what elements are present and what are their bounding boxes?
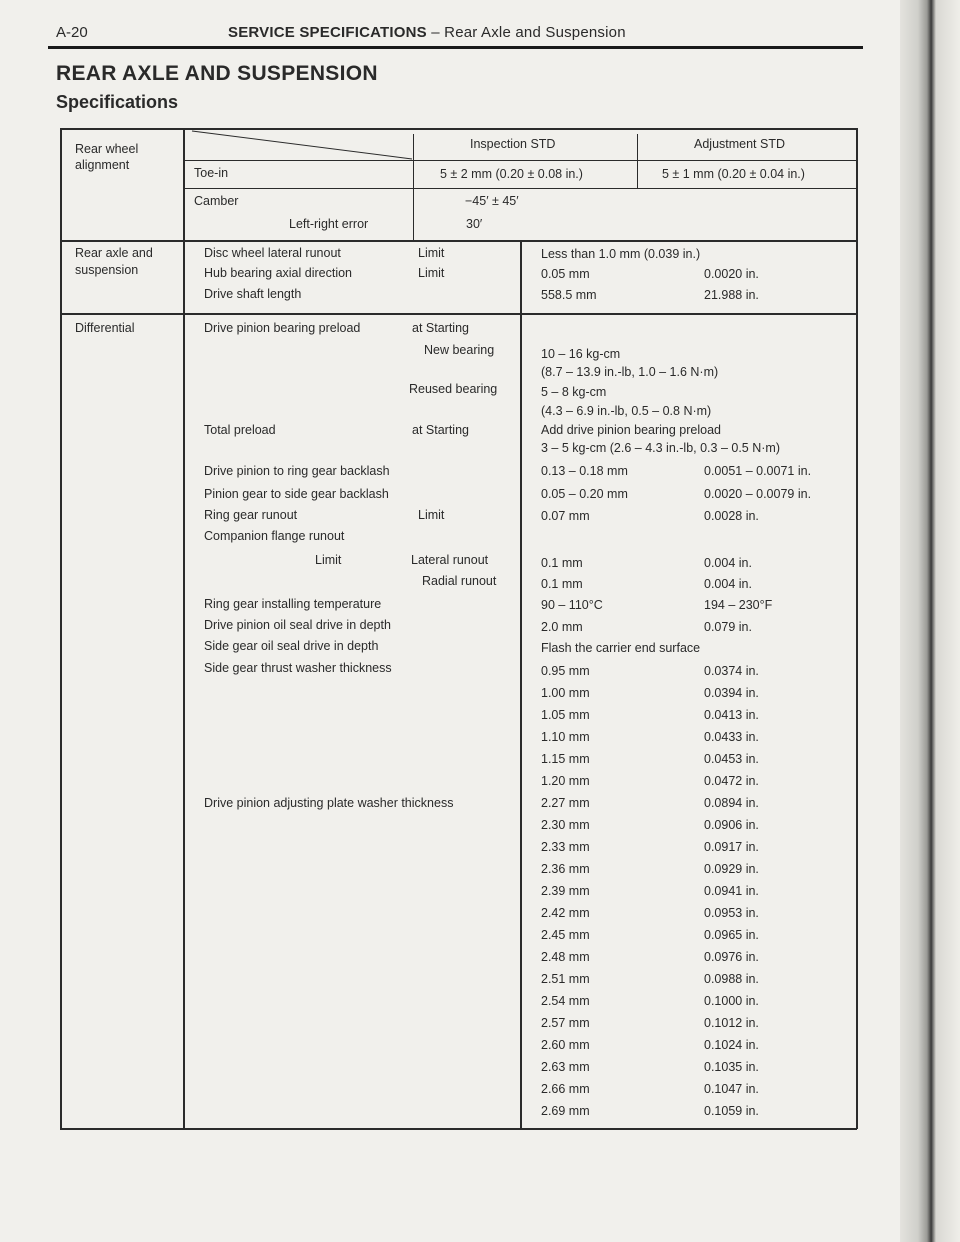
radial-runout-imperial: 0.004 in. bbox=[704, 577, 752, 591]
section-label-differential: Differential bbox=[75, 321, 135, 335]
running-header bbox=[228, 24, 626, 41]
spec-imperial: 21.988 in. bbox=[704, 288, 759, 302]
toe-in-adjustment: 5 ± 1 mm (0.20 ± 0.04 in.) bbox=[662, 167, 805, 181]
plate-metric: 2.57 mm bbox=[541, 1016, 590, 1030]
lr-error-value: 30′ bbox=[466, 217, 483, 231]
thrust-imperial: 0.0453 in. bbox=[704, 752, 759, 766]
spec-imperial: 0.0020 – 0.0079 in. bbox=[704, 487, 812, 501]
lateral-runout-label: Lateral runout bbox=[411, 553, 489, 567]
book-binding-edge bbox=[900, 0, 960, 1242]
spec-metric: 0.05 – 0.20 mm bbox=[541, 487, 628, 501]
section-label-alignment-1: Rear wheel bbox=[75, 142, 139, 156]
section-label-alignment-2: alignment bbox=[75, 158, 130, 172]
thrust-metric: 1.20 mm bbox=[541, 774, 590, 788]
radial-runout-label: Radial runout bbox=[422, 574, 497, 588]
new-bearing-value-1: 10 – 16 kg-cm bbox=[541, 347, 621, 361]
thrust-metric: 1.15 mm bbox=[541, 752, 590, 766]
spec-item: Ring gear runout bbox=[204, 508, 298, 522]
spec-item: Ring gear installing temperature bbox=[204, 597, 382, 611]
plate-imperial: 0.1000 in. bbox=[704, 994, 759, 1008]
thrust-metric: 1.00 mm bbox=[541, 686, 590, 700]
value-column-divider bbox=[520, 240, 522, 1129]
total-preload-label: Total preload bbox=[204, 423, 276, 437]
spec-item: Hub bearing axial direction bbox=[204, 266, 353, 280]
page-number: A-20 bbox=[56, 24, 88, 41]
spec-metric: 0.13 – 0.18 mm bbox=[541, 464, 628, 478]
plate-metric: 2.60 mm bbox=[541, 1038, 590, 1052]
thrust-metric: 1.10 mm bbox=[541, 730, 590, 744]
reused-bearing-value-1: 5 – 8 kg-cm bbox=[541, 385, 607, 399]
spec-item: Disc wheel lateral runout bbox=[204, 246, 341, 260]
section-divider-2 bbox=[60, 313, 857, 315]
section-label-axle-2: suspension bbox=[75, 263, 139, 277]
plate-imperial: 0.0988 in. bbox=[704, 972, 759, 986]
plate-metric: 2.27 mm bbox=[541, 796, 590, 810]
header-title-bold: SERVICE SPECIFICATIONS bbox=[228, 24, 427, 41]
lateral-runout-metric: 0.1 mm bbox=[541, 556, 583, 570]
plate-imperial: 0.0965 in. bbox=[704, 928, 759, 942]
total-preload-value-1: Add drive pinion bearing preload bbox=[541, 423, 721, 437]
reused-bearing-label: Reused bearing bbox=[409, 382, 498, 396]
spec-condition: Limit bbox=[418, 508, 445, 522]
total-preload-value-2: 3 – 5 kg-cm (2.6 – 4.3 in.-lb, 0.3 – 0.5 N·m) bbox=[541, 441, 780, 455]
spec-metric: 90 – 110°C bbox=[541, 598, 603, 612]
total-preload-at-starting: at Starting bbox=[412, 423, 469, 437]
plate-metric: 2.54 mm bbox=[541, 994, 590, 1008]
spec-metric: Less than 1.0 mm (0.039 in.) bbox=[541, 247, 701, 261]
thrust-imperial: 0.0413 in. bbox=[704, 708, 759, 722]
plate-imperial: 0.0953 in. bbox=[704, 906, 759, 920]
spec-metric: 2.0 mm bbox=[541, 620, 583, 634]
reused-bearing-value-2: (4.3 – 6.9 in.-lb, 0.5 – 0.8 N·m) bbox=[541, 404, 712, 418]
thrust-metric: 1.05 mm bbox=[541, 708, 590, 722]
col-header-adjustment: Adjustment STD bbox=[694, 137, 786, 151]
flange-limit-label: Limit bbox=[315, 553, 342, 567]
thrust-metric: 0.95 mm bbox=[541, 664, 590, 678]
thrust-imperial: 0.0374 in. bbox=[704, 664, 759, 678]
align-header-diagonal bbox=[184, 129, 414, 161]
radial-runout-metric: 0.1 mm bbox=[541, 577, 583, 591]
plate-metric: 2.36 mm bbox=[541, 862, 590, 876]
plate-metric: 2.48 mm bbox=[541, 950, 590, 964]
table-border-left bbox=[60, 128, 62, 1129]
spec-item: Drive pinion to ring gear backlash bbox=[204, 464, 390, 478]
align-toe-rule bbox=[184, 188, 857, 189]
table-border-top bbox=[60, 128, 857, 130]
toe-in-inspection: 5 ± 2 mm (0.20 ± 0.08 in.) bbox=[440, 167, 583, 181]
plate-imperial: 0.1024 in. bbox=[704, 1038, 759, 1052]
spec-imperial: 0.0020 in. bbox=[704, 267, 759, 281]
plate-metric: 2.66 mm bbox=[541, 1082, 590, 1096]
spec-item: Drive shaft length bbox=[204, 287, 302, 301]
spec-imperial: 194 – 230°F bbox=[704, 598, 773, 612]
plate-metric: 2.45 mm bbox=[541, 928, 590, 942]
header-rule bbox=[48, 46, 863, 49]
thrust-imperial: 0.0394 in. bbox=[704, 686, 759, 700]
table-border-bottom bbox=[60, 1128, 857, 1130]
plate-imperial: 0.1012 in. bbox=[704, 1016, 759, 1030]
plate-imperial: 0.0929 in. bbox=[704, 862, 759, 876]
header-title-rest: – Rear Axle and Suspension bbox=[426, 24, 626, 41]
plate-washer-label: Drive pinion adjusting plate washer thickness bbox=[204, 796, 454, 810]
plate-imperial: 0.1047 in. bbox=[704, 1082, 759, 1096]
thrust-washer-label: Side gear thrust washer thickness bbox=[204, 661, 392, 675]
section-label-axle-1: Rear axle and bbox=[75, 246, 153, 260]
pinion-preload-at-starting: at Starting bbox=[412, 321, 469, 335]
page-title: REAR AXLE AND SUSPENSION bbox=[56, 62, 378, 85]
plate-imperial: 0.0941 in. bbox=[704, 884, 759, 898]
spec-imperial: 0.0051 – 0.0071 in. bbox=[704, 464, 812, 478]
plate-imperial: 0.0917 in. bbox=[704, 840, 759, 854]
plate-metric: 2.42 mm bbox=[541, 906, 590, 920]
align-col-divider-2 bbox=[637, 134, 638, 188]
plate-metric: 2.30 mm bbox=[541, 818, 590, 832]
new-bearing-label: New bearing bbox=[424, 343, 495, 357]
spec-metric: 558.5 mm bbox=[541, 288, 597, 302]
spec-imperial: 0.0028 in. bbox=[704, 509, 759, 523]
col-header-inspection: Inspection STD bbox=[470, 137, 556, 151]
spec-item: Pinion gear to side gear backlash bbox=[204, 487, 389, 501]
camber-label: Camber bbox=[194, 194, 239, 208]
plate-imperial: 0.1035 in. bbox=[704, 1060, 759, 1074]
plate-metric: 2.33 mm bbox=[541, 840, 590, 854]
camber-value: −45′ ± 45′ bbox=[465, 194, 519, 208]
new-bearing-value-2: (8.7 – 13.9 in.-lb, 1.0 – 1.6 N·m) bbox=[541, 365, 719, 379]
plate-imperial: 0.0976 in. bbox=[704, 950, 759, 964]
lr-error-label: Left-right error bbox=[289, 217, 369, 231]
spec-condition: Limit bbox=[418, 266, 445, 280]
plate-metric: 2.39 mm bbox=[541, 884, 590, 898]
thrust-imperial: 0.0472 in. bbox=[704, 774, 759, 788]
spec-imperial: 0.079 in. bbox=[704, 620, 752, 634]
section-divider-1 bbox=[60, 240, 857, 242]
pinion-preload-label: Drive pinion bearing preload bbox=[204, 321, 361, 335]
spec-item: Drive pinion oil seal drive in depth bbox=[204, 618, 391, 632]
spec-metric: Flash the carrier end surface bbox=[541, 641, 701, 655]
flange-runout-label: Companion flange runout bbox=[204, 529, 345, 543]
plate-imperial: 0.0906 in. bbox=[704, 818, 759, 832]
toe-in-label: Toe-in bbox=[194, 166, 229, 180]
plate-imperial: 0.1059 in. bbox=[704, 1104, 759, 1118]
spec-metric: 0.07 mm bbox=[541, 509, 590, 523]
plate-metric: 2.69 mm bbox=[541, 1104, 590, 1118]
table-border-right bbox=[856, 128, 858, 1129]
lateral-runout-imperial: 0.004 in. bbox=[704, 556, 752, 570]
spec-item: Side gear oil seal drive in depth bbox=[204, 639, 379, 653]
plate-metric: 2.51 mm bbox=[541, 972, 590, 986]
plate-imperial: 0.0894 in. bbox=[704, 796, 759, 810]
thrust-imperial: 0.0433 in. bbox=[704, 730, 759, 744]
spec-condition: Limit bbox=[418, 246, 445, 260]
spec-metric: 0.05 mm bbox=[541, 267, 590, 281]
plate-metric: 2.63 mm bbox=[541, 1060, 590, 1074]
section-subtitle: Specifications bbox=[56, 92, 179, 112]
section-column-divider bbox=[183, 128, 185, 1129]
